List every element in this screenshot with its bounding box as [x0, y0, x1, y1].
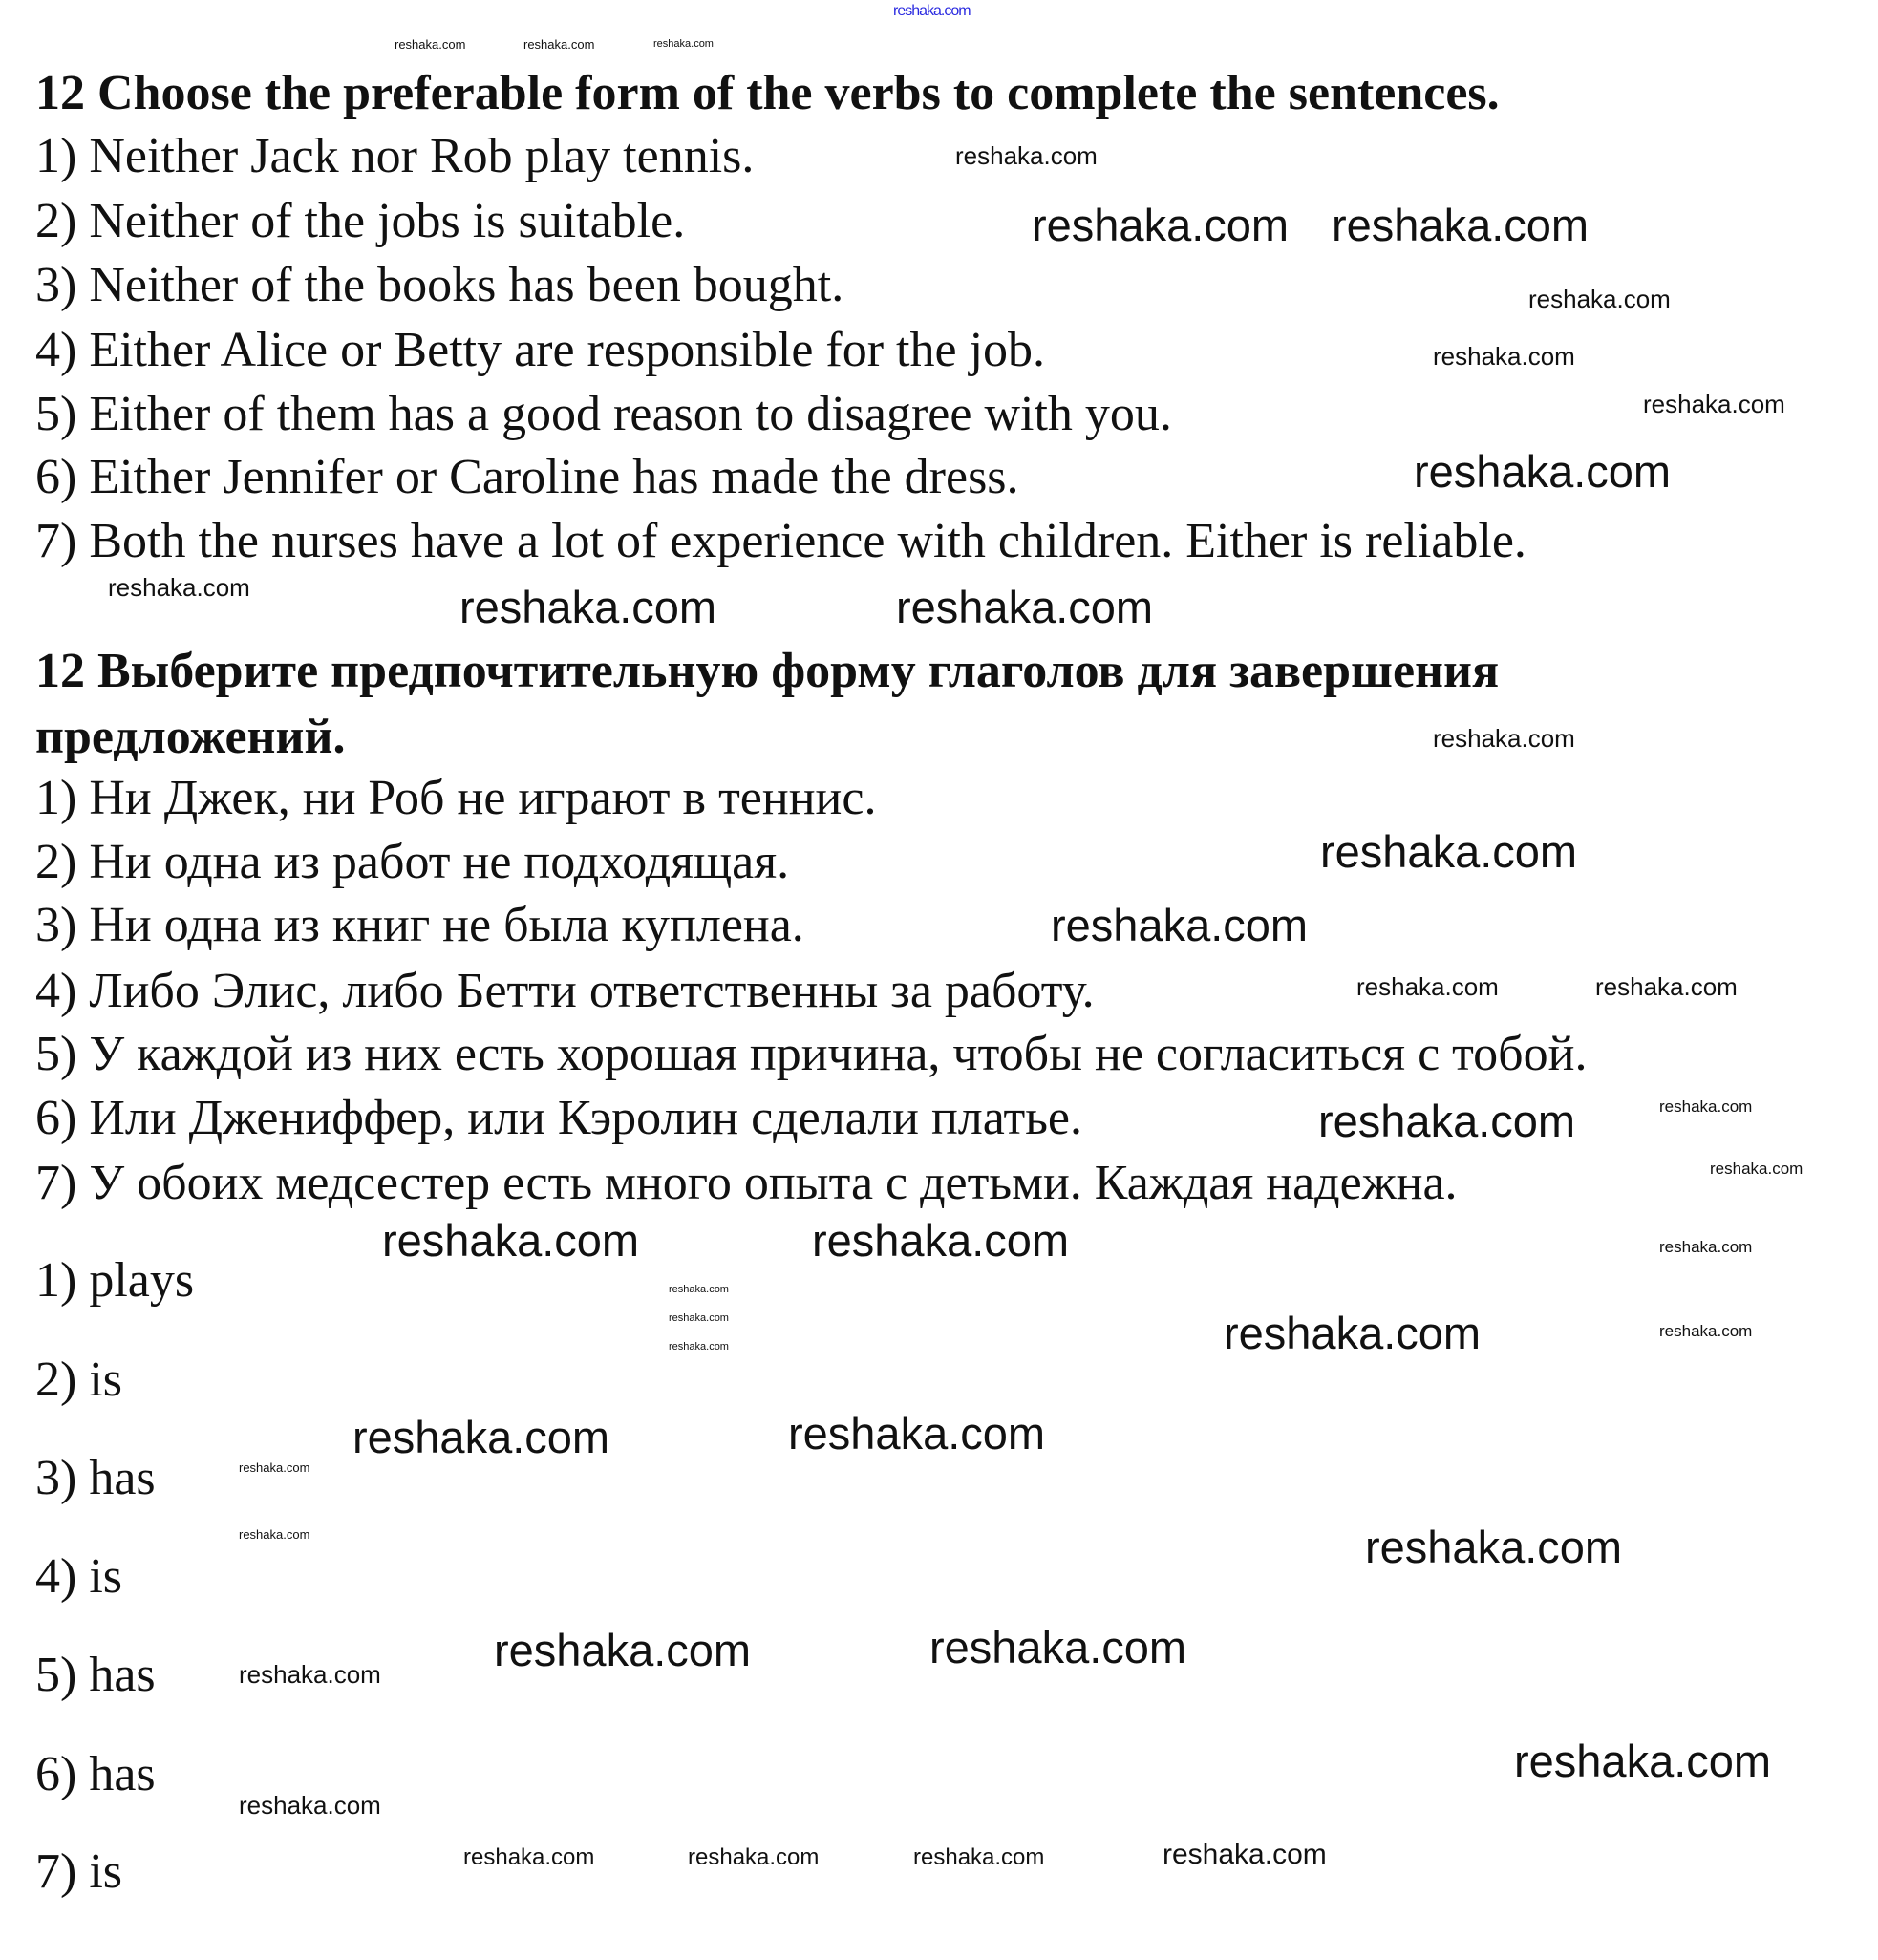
watermark: reshaka.com [812, 1215, 1070, 1266]
watermark: reshaka.com [893, 3, 971, 19]
watermark: reshaka.com [1433, 724, 1575, 753]
watermark: reshaka.com [1365, 1522, 1623, 1572]
watermark: reshaka.com [896, 582, 1154, 632]
russian-sentence: 1) Ни Джек, ни Роб не играют в теннис. [35, 771, 877, 825]
watermark: reshaka.com [669, 1284, 729, 1295]
english-sentence: 2) Neither of the jobs is suitable. [35, 194, 686, 248]
watermark: reshaka.com [1528, 285, 1671, 313]
watermark: reshaka.com [382, 1215, 640, 1266]
russian-sentence: 5) У каждой из них есть хорошая причина, чтобы не согласиться с тобой. [35, 1027, 1588, 1081]
watermark: reshaka.com [352, 1412, 610, 1462]
watermark: reshaka.com [463, 1844, 595, 1870]
watermark: reshaka.com [1659, 1097, 1753, 1116]
watermark: reshaka.com [1659, 1322, 1753, 1340]
english-sentence: 1) Neither Jack nor Rob play tennis. [35, 129, 755, 183]
watermark: reshaka.com [395, 37, 466, 52]
answer: 1) plays [35, 1253, 195, 1308]
watermark: reshaka.com [688, 1844, 820, 1870]
english-sentence: 3) Neither of the books has been bought. [35, 258, 844, 312]
english-sentence: 4) Either Alice or Betty are responsible for the job. [35, 323, 1046, 377]
watermark: reshaka.com [1710, 1160, 1803, 1178]
watermark: reshaka.com [523, 37, 595, 52]
russian-heading-cont: предложений. [35, 710, 346, 764]
watermark: reshaka.com [239, 1527, 310, 1542]
english-sentence: 5) Either of them has a good reason to disagree with you. [35, 387, 1172, 441]
watermark: reshaka.com [1414, 446, 1672, 497]
watermark: reshaka.com [653, 38, 714, 50]
watermark: reshaka.com [669, 1341, 729, 1353]
russian-sentence: 4) Либо Элис, либо Бетти ответственны за работу. [35, 964, 1095, 1018]
answer: 7) is [35, 1844, 122, 1899]
watermark: reshaka.com [494, 1625, 752, 1675]
watermark: reshaka.com [1163, 1839, 1327, 1870]
answer: 2) is [35, 1353, 122, 1407]
watermark: reshaka.com [1224, 1308, 1482, 1358]
watermark: reshaka.com [1332, 200, 1590, 250]
watermark: reshaka.com [788, 1408, 1046, 1459]
answer: 3) has [35, 1451, 156, 1505]
watermark: reshaka.com [929, 1622, 1187, 1672]
russian-sentence: 2) Ни одна из работ не подходящая. [35, 835, 790, 889]
watermark: reshaka.com [1514, 1736, 1772, 1786]
watermark: reshaka.com [239, 1660, 381, 1689]
watermark: reshaka.com [1051, 900, 1309, 950]
watermark: reshaka.com [1356, 972, 1499, 1001]
watermark: reshaka.com [1318, 1096, 1576, 1146]
russian-sentence: 6) Или Джениффер, или Кэролин сделали платье. [35, 1091, 1083, 1145]
watermark: reshaka.com [913, 1844, 1045, 1870]
russian-sentence: 3) Ни одна из книг не была куплена. [35, 898, 804, 952]
english-heading: 12 Choose the preferable form of the verbs to complete the sentences. [35, 66, 1500, 120]
english-sentence: 6) Either Jennifer or Caroline has made the dress. [35, 450, 1019, 504]
watermark: reshaka.com [1320, 826, 1578, 877]
watermark: reshaka.com [1433, 342, 1575, 371]
russian-heading: 12 Выберите предпочтительную форму глаголов для завершения [35, 644, 1500, 698]
watermark: reshaka.com [239, 1791, 381, 1820]
watermark: reshaka.com [108, 573, 250, 602]
watermark: reshaka.com [1643, 390, 1785, 418]
watermark: reshaka.com [459, 582, 717, 632]
answer: 6) has [35, 1747, 156, 1801]
answer: 4) is [35, 1549, 122, 1604]
watermark: reshaka.com [955, 141, 1098, 170]
english-sentence: 7) Both the nurses have a lot of experience with children. Either is reliable. [35, 514, 1526, 568]
watermark: reshaka.com [669, 1312, 729, 1324]
watermark: reshaka.com [1595, 972, 1738, 1001]
watermark: reshaka.com [1032, 200, 1290, 250]
answer: 5) has [35, 1648, 156, 1702]
watermark: reshaka.com [1659, 1238, 1753, 1256]
watermark: reshaka.com [239, 1460, 310, 1475]
russian-sentence: 7) У обоих медсестер есть много опыта с детьми. Каждая надежна. [35, 1156, 1458, 1210]
